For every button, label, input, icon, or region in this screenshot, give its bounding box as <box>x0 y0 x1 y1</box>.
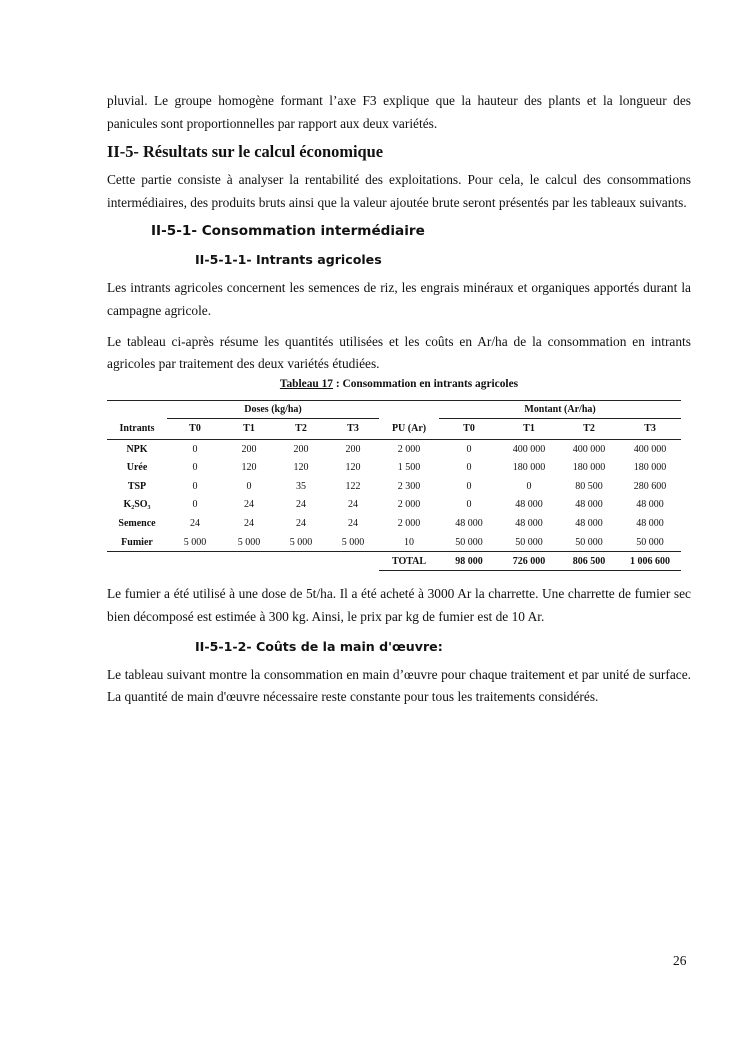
table-cell: 2 000 <box>397 517 421 529</box>
table-cell: 0 <box>466 480 472 492</box>
subsubsection-heading: II-5-1-1- Intrants agricoles <box>195 252 382 268</box>
table-cell: 80 500 <box>575 480 603 492</box>
table-cell: 0 <box>192 462 198 474</box>
table-cell: 280 600 <box>633 480 667 492</box>
table-cell: 24 <box>348 517 358 529</box>
table-cell: 0 <box>466 443 472 455</box>
table-cell: 50 000 <box>619 533 681 552</box>
table-header-row <box>107 418 681 439</box>
table-cell: 200 <box>293 443 309 455</box>
paragraph: Le tableau ci-après résume les quantités utilisées et les coûts en Ar/ha de la consommation en intrants agricoles par traitement des deux variétés étudiées. <box>107 333 691 372</box>
row-label: NPK <box>126 443 148 455</box>
table-caption-label: Tableau 17 <box>279 377 333 390</box>
table-row <box>107 477 681 496</box>
table-cell: 48 000 <box>515 517 543 529</box>
total-cell: 98 000 <box>439 552 499 571</box>
group-header-doses: Doses (kg/ha) <box>167 400 379 418</box>
table-row <box>107 458 681 477</box>
table-row <box>107 533 681 552</box>
paragraph: Les intrants agricoles concernent les semences de riz, les engrais minéraux et organiques apportés durant la campagne agricole. <box>107 280 691 318</box>
table-cell: 24 <box>244 499 254 511</box>
table-cell: 50 000 <box>559 533 619 552</box>
table-cell: 0 <box>192 480 198 492</box>
table-cell: 200 <box>345 443 361 455</box>
column-header: T3 <box>619 418 681 439</box>
table-cell: 2 000 <box>397 499 421 511</box>
table-cell: 24 <box>244 517 254 529</box>
column-header: T3 <box>327 418 379 439</box>
table-cell: 400 000 <box>572 443 606 455</box>
total-cell: 1 006 600 <box>619 552 681 571</box>
table-cell: 5 000 <box>223 533 275 552</box>
document-page <box>107 90 691 709</box>
table-cell: 24 <box>190 517 200 529</box>
table-row <box>107 496 681 515</box>
table-cell: 5 000 <box>167 533 223 552</box>
table-cell: 24 <box>348 499 358 511</box>
row-label: K₂SO₃ <box>123 499 151 511</box>
table-cell: 2 000 <box>397 443 421 455</box>
column-header: T0 <box>167 418 223 439</box>
row-label: Fumier <box>107 533 167 552</box>
table-cell: 120 <box>241 462 257 474</box>
table-cell: 48 000 <box>636 499 664 511</box>
column-header: Intrants <box>107 418 167 439</box>
table-cell: 24 <box>296 499 306 511</box>
table-row <box>107 514 681 533</box>
paragraph: pluvial. Le groupe homogène formant l’axe F3 explique que la hauteur des plants et la longueur des panicules sont proportionnelles par rapport aux deux variétés. <box>107 93 691 131</box>
column-header: T1 <box>499 418 559 439</box>
table-cell: 180 000 <box>572 462 606 474</box>
table-cell: 120 <box>345 462 361 474</box>
table-cell: 5 000 <box>327 533 379 552</box>
table-cell: 1 500 <box>397 462 421 474</box>
table-cell: 0 <box>246 480 252 492</box>
table-cell: 122 <box>345 480 361 492</box>
column-header: T2 <box>275 418 327 439</box>
table-cell: 180 000 <box>512 462 546 474</box>
column-header: T0 <box>439 418 499 439</box>
table-cell: 0 <box>466 462 472 474</box>
row-label: Semence <box>118 517 156 529</box>
table-cell: 5 000 <box>275 533 327 552</box>
table-cell: 200 <box>241 443 257 455</box>
table-cell: 48 000 <box>575 517 603 529</box>
subsubsection-heading: II-5-1-2- Coûts de la main d'œuvre: <box>195 638 443 654</box>
total-cell: 726 000 <box>499 552 559 571</box>
table-group-row <box>107 400 681 418</box>
row-label: TSP <box>127 480 147 492</box>
table-cell: 0 <box>192 499 198 511</box>
paragraph: Le fumier a été utilisé à une dose de 5t/ha. Il a été acheté à 3000 Ar la charrette. Une charrette de fumier sec bien décomposé est estimée à 300 kg. Ainsi, le prix par kg de fumier est de 10 Ar. <box>107 586 691 624</box>
table-cell: 0 <box>466 499 472 511</box>
table-caption <box>107 378 691 390</box>
table-cell: 0 <box>526 480 532 492</box>
subsection-heading: II-5-1- Consommation intermédiaire <box>151 223 425 240</box>
group-header-montant: Montant (Ar/ha) <box>439 400 681 418</box>
paragraph: Le tableau suivant montre la consommation en main d’œuvre pour chaque traitement et par unité de surface. La quantité de main d'œuvre nécessaire reste constante pour tous les traitements considérés. <box>107 666 691 705</box>
table-cell: 400 000 <box>512 443 546 455</box>
table-row <box>107 439 681 458</box>
table-cell: 50 000 <box>439 533 499 552</box>
table-cell: 35 <box>296 480 306 492</box>
table-caption-text: : Consommation en intrants agricoles <box>332 377 519 390</box>
table-cell: 10 <box>379 533 439 552</box>
table-cell: 0 <box>192 443 198 455</box>
table-total-row <box>107 552 681 571</box>
table-cell: 400 000 <box>633 443 667 455</box>
paragraph: Cette partie consiste à analyser la rentabilité des exploitations. Pour cela, le calcul des consommations intermédiaires, des produits bruts ainsi que la valeur ajoutée brute seront présentés par les tableaux suivants. <box>107 172 691 210</box>
table-cell: 48 000 <box>515 499 543 511</box>
table-cell: 24 <box>296 517 306 529</box>
inputs-table <box>107 400 681 572</box>
table-cell: 50 000 <box>499 533 559 552</box>
row-label: Urée <box>126 462 148 474</box>
table-cell: 48 000 <box>455 517 483 529</box>
column-header: PU (Ar) <box>379 418 439 439</box>
total-label: TOTAL <box>379 552 439 571</box>
table-cell: 180 000 <box>633 462 667 474</box>
table-cell: 48 000 <box>575 499 603 511</box>
table-cell: 2 300 <box>397 480 421 492</box>
section-heading: II-5- Résultats sur le calcul économique <box>107 142 384 162</box>
column-header: T1 <box>223 418 275 439</box>
column-header: T2 <box>559 418 619 439</box>
table-cell: 120 <box>293 462 309 474</box>
table-cell: 48 000 <box>636 517 664 529</box>
total-cell: 806 500 <box>559 552 619 571</box>
page-number: 26 <box>673 953 687 968</box>
